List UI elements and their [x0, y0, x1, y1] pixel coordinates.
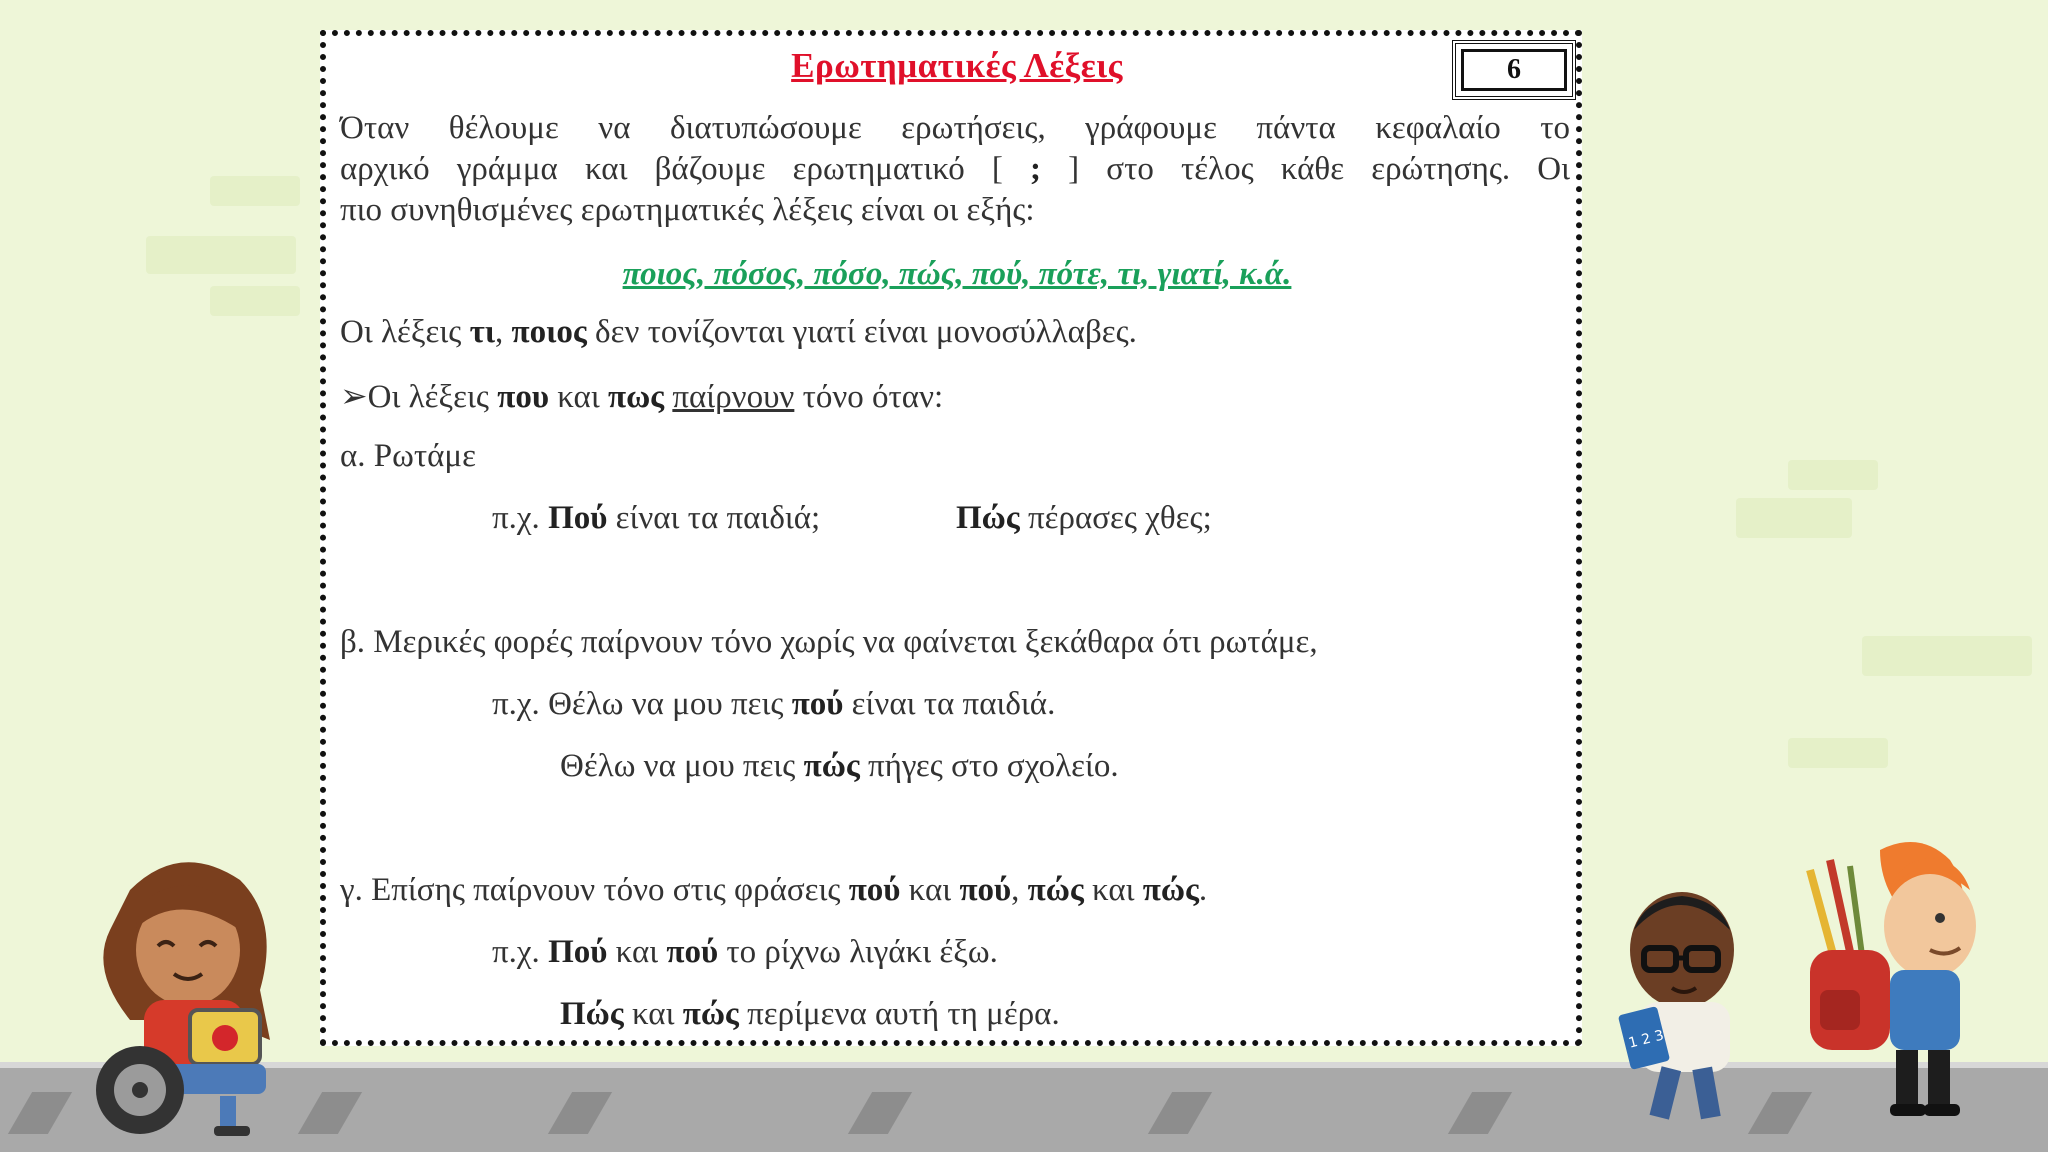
intro-paragraph	[340, 108, 1570, 231]
case-text: .	[1198, 872, 1208, 908]
example-prefix: π.χ.	[492, 686, 549, 722]
girl-wheelchair-illustration	[70, 850, 310, 1140]
page-number: 6	[1507, 54, 1521, 85]
rule-bold: τι	[469, 314, 496, 350]
case-bold: πού	[848, 872, 901, 908]
boy-backpack-illustration	[1800, 830, 1990, 1130]
rule-underlined: παίρνουν	[672, 379, 795, 415]
background-brick	[1788, 738, 1888, 768]
case-a-example-2	[956, 500, 1212, 537]
rule-text: τόνο όταν:	[794, 379, 944, 415]
intro-line: Όταν θέλουμε να διατυπώσουμε ερωτήσεις, γράφουμε πάντα κεφαλαίο το	[340, 110, 1570, 146]
case-bold: πώς	[1142, 872, 1199, 908]
case-c-example-1	[492, 934, 998, 971]
background-brick	[1862, 636, 2032, 676]
background-brick	[210, 176, 300, 206]
background-brick	[210, 286, 300, 316]
example-bold: πού	[666, 934, 719, 970]
rule-text: Οι λέξεις	[340, 314, 470, 350]
example-text: πήγες στο σχολείο.	[859, 748, 1119, 784]
case-text: και	[1083, 872, 1143, 908]
semicolon-mark: ;	[1030, 151, 1042, 187]
case-b-heading: β. Μερικές φορές παίρνουν τόνο χωρίς να φαίνεται ξεκάθαρα ότι ρωτάμε,	[340, 624, 1318, 660]
example-text: περίμενα αυτή τη μέρα.	[738, 996, 1060, 1032]
rule-bold: πως	[607, 379, 665, 415]
rule-text: Οι λέξεις	[367, 379, 498, 415]
example-text: πέρασες χθες;	[1019, 500, 1212, 536]
case-text: και	[900, 872, 960, 908]
example-text: το ρίχνω λιγάκι έξω.	[718, 934, 998, 970]
intro-text: αρχικό γράμμα και βάζουμε ερωτηματικό [	[340, 151, 1003, 187]
case-a-heading: α. Ρωτάμε	[340, 438, 476, 474]
rule-text: ,	[495, 314, 512, 350]
case-b-example-2	[560, 748, 1119, 785]
example-text: Θέλω να μου πεις	[560, 748, 804, 784]
svg-text:1 2 3: 1 2 3	[1627, 1027, 1666, 1052]
document-card	[320, 30, 1582, 1046]
example-text: είναι τα παιδιά;	[607, 500, 821, 536]
case-text: γ. Επίσης παίρνουν τόνο στις φράσεις	[340, 872, 849, 908]
rule-text: δεν τονίζονται γιατί είναι μονοσύλλαβες.	[586, 314, 1137, 350]
case-bold: πού	[959, 872, 1012, 908]
case-bold: πώς	[1027, 872, 1084, 908]
background-brick	[146, 236, 296, 274]
example-text: και	[623, 996, 683, 1032]
example-bold: πώς	[682, 996, 739, 1032]
page-number-box	[1452, 40, 1576, 100]
intro-line: πιο συνηθισμένες ερωτηματικές λέξεις είναι οι εξής:	[340, 192, 1035, 228]
rule-accent	[340, 376, 943, 416]
question-words-list: ποιος, πόσος, πόσο, πώς, πού, πότε, τι, γιατί, κ.ά.	[622, 256, 1292, 292]
rule-monosyllabic	[340, 314, 1137, 351]
example-bold: Πού	[548, 934, 608, 970]
page-title: Ερωτηματικές Λέξεις	[791, 46, 1123, 85]
rule-bold: ποιος	[511, 314, 587, 350]
example-prefix: π.χ.	[492, 934, 549, 970]
example-bold: πού	[791, 686, 844, 722]
boy-glasses-illustration	[1600, 880, 1770, 1130]
intro-line	[340, 149, 1570, 190]
example-bold: Πού	[548, 500, 608, 536]
case-b-example-1	[492, 686, 1055, 723]
rule-bold: που	[497, 379, 549, 415]
case-text: ,	[1011, 872, 1028, 908]
bullet-arrow-icon: ➢	[340, 379, 368, 415]
background-brick	[1736, 498, 1852, 538]
example-text: Θέλω να μου πεις	[548, 686, 792, 722]
example-prefix: π.χ.	[492, 500, 549, 536]
example-text: είναι τα παιδιά.	[843, 686, 1056, 722]
rule-text: και	[548, 379, 608, 415]
intro-text: ] στο τέλος κάθε ερώτησης. Οι	[1068, 151, 1570, 187]
case-a-example-1	[492, 500, 820, 537]
example-text: και	[607, 934, 667, 970]
background-brick	[1788, 460, 1878, 490]
case-c-heading	[340, 872, 1207, 909]
example-bold: πώς	[803, 748, 860, 784]
example-bold: Πώς	[956, 500, 1020, 536]
case-c-example-2	[560, 996, 1060, 1033]
example-bold: Πώς	[560, 996, 624, 1032]
